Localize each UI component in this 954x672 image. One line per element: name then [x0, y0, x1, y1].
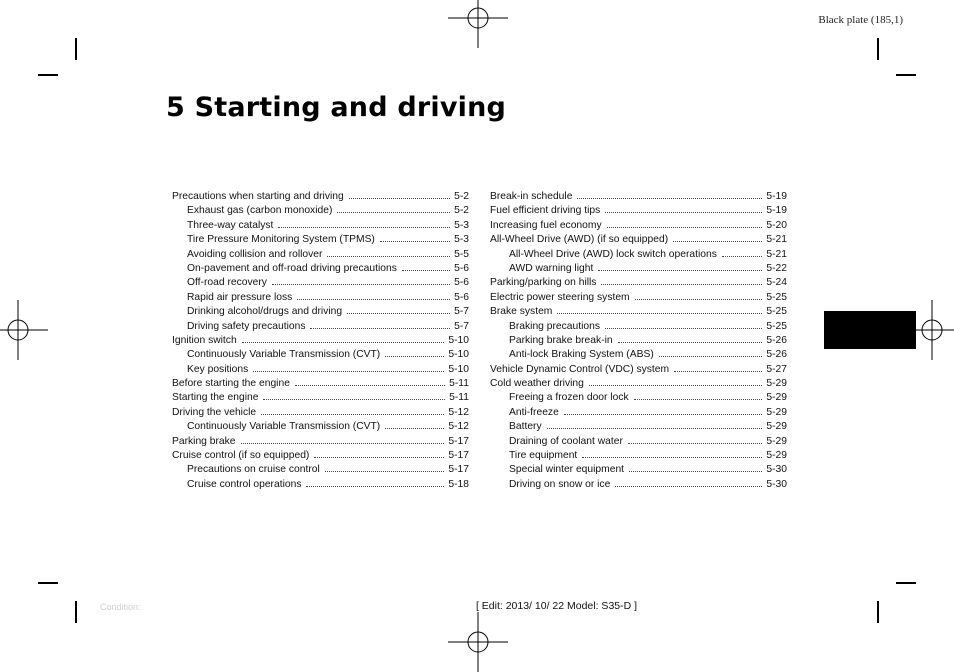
toc-entry-label: Anti-lock Braking System (ABS)	[509, 349, 654, 361]
toc-entry[interactable]	[172, 463, 469, 477]
toc-entry-label: Avoiding collision and rollover	[187, 248, 323, 260]
toc-entry-page: 5-25	[766, 320, 787, 332]
crop-mark	[75, 601, 77, 623]
dot-leader	[598, 262, 762, 271]
toc-entry-page: 5-2	[454, 191, 469, 202]
toc-entry[interactable]	[490, 363, 787, 377]
toc-entry[interactable]	[172, 320, 469, 334]
toc-entry[interactable]	[490, 334, 787, 348]
toc-entry[interactable]	[490, 276, 787, 290]
toc-entry-label: Parking brake	[172, 435, 236, 447]
dot-leader	[261, 406, 444, 415]
toc-entry-page: 5-17	[448, 450, 469, 462]
toc-entry-label: Cold weather driving	[490, 378, 584, 390]
toc-entry[interactable]	[172, 334, 469, 348]
toc-entry[interactable]	[172, 435, 469, 449]
registration-target-icon	[0, 300, 48, 360]
dot-leader	[263, 391, 445, 400]
toc-entry-label: Key positions	[187, 363, 249, 375]
dot-leader	[272, 276, 450, 285]
dot-leader	[310, 320, 450, 329]
toc-entry-page: 5-10	[448, 363, 469, 375]
toc-entry[interactable]	[490, 449, 787, 463]
toc-entry-page: 5-10	[448, 334, 469, 346]
toc-entry-page: 5-12	[448, 421, 469, 433]
toc-entry-label: Drinking alcohol/drugs and driving	[187, 306, 343, 318]
toc-entry-label: Ignition switch	[172, 334, 237, 346]
toc-entry-label: Three-way catalyst	[187, 219, 274, 231]
dot-leader	[605, 320, 762, 329]
dot-leader	[601, 276, 762, 285]
crop-mark	[896, 582, 916, 584]
dot-leader	[295, 377, 445, 386]
toc-entry-page: 5-7	[454, 320, 469, 332]
toc-entry-page: 5-11	[449, 392, 469, 404]
toc-entry[interactable]	[490, 377, 787, 391]
toc-entry-label: All-Wheel Drive (AWD) (if so equipped)	[490, 234, 669, 246]
toc-entry[interactable]	[172, 348, 469, 362]
toc-entry-page: 5-29	[766, 406, 787, 418]
toc-entry-page: 5-6	[454, 277, 469, 289]
dot-leader	[402, 262, 450, 271]
toc-entry-page: 5-21	[766, 234, 787, 246]
toc-entry-label: Driving safety precautions	[187, 320, 306, 332]
crop-mark	[877, 38, 879, 60]
toc-entry-page: 5-12	[448, 406, 469, 418]
toc-entry[interactable]	[490, 348, 787, 362]
dot-leader	[629, 463, 762, 472]
toc-entry-label: Increasing fuel economy	[490, 219, 602, 231]
toc-entry[interactable]	[172, 262, 469, 276]
edit-info: [ Edit: 2013/ 10/ 22 Model: S35-D ]	[475, 600, 638, 612]
toc-entry-page: 5-6	[454, 291, 469, 303]
toc-entry-page: 5-25	[766, 291, 787, 303]
toc-entry[interactable]	[490, 262, 787, 276]
crop-mark	[75, 38, 77, 60]
toc-entry-page: 5-18	[448, 478, 469, 490]
toc-entry-page: 5-30	[766, 464, 787, 476]
dot-leader	[605, 204, 762, 213]
dot-leader	[380, 233, 450, 242]
dot-leader	[325, 463, 445, 472]
toc-entry-page: 5-10	[448, 349, 469, 361]
toc-entry-label: Anti-freeze	[509, 406, 559, 418]
toc-entry-label: Cruise control (if so equipped)	[172, 450, 310, 462]
toc-entry[interactable]	[490, 406, 787, 420]
dot-leader	[337, 204, 450, 213]
toc-entry-page: 5-20	[766, 219, 787, 231]
toc-entry-page: 5-25	[766, 306, 787, 318]
toc-entry-label: Before starting the engine	[172, 378, 290, 390]
dot-leader	[306, 478, 444, 487]
toc-entry-label: Driving the vehicle	[172, 406, 257, 418]
dot-leader	[242, 334, 445, 343]
toc-entry[interactable]	[172, 449, 469, 463]
toc-entry[interactable]	[490, 190, 787, 204]
toc-entry-label: All-Wheel Drive (AWD) lock switch operations	[509, 248, 717, 260]
dot-leader	[564, 406, 763, 415]
toc-entry-label: Parking/parking on hills	[490, 277, 597, 289]
toc-entry-label: Off-road recovery	[187, 277, 267, 289]
toc-entry[interactable]	[490, 478, 787, 492]
toc-entry-label: Draining of coolant water	[509, 435, 623, 447]
dot-leader	[634, 391, 763, 400]
dot-leader	[547, 420, 763, 429]
dot-leader	[674, 363, 762, 372]
toc-entry-page: 5-6	[454, 262, 469, 274]
dot-leader	[385, 348, 444, 357]
toc-entry[interactable]	[490, 291, 787, 305]
toc-entry[interactable]	[490, 420, 787, 434]
toc-entry-page: 5-29	[766, 392, 787, 404]
toc-entry-label: Exhaust gas (carbon monoxide)	[187, 205, 333, 217]
toc-entry-page: 5-29	[766, 450, 787, 462]
toc-entry-label: Rapid air pressure loss	[187, 291, 293, 303]
toc-entry[interactable]	[490, 233, 787, 247]
toc-entry[interactable]	[172, 478, 469, 492]
dot-leader	[253, 363, 444, 372]
toc-entry-page: 5-29	[766, 421, 787, 433]
toc-entry-label: On-pavement and off-road driving precautions	[187, 262, 397, 274]
toc-entry[interactable]	[490, 204, 787, 218]
toc-entry-page: 5-21	[766, 248, 787, 260]
condition-label: Condition:	[100, 602, 141, 612]
toc-entry-page: 5-17	[448, 435, 469, 447]
toc-entry[interactable]	[172, 276, 469, 290]
toc-entry[interactable]	[172, 363, 469, 377]
toc-entry-page: 5-3	[454, 219, 469, 231]
toc-entry-page: 5-5	[454, 248, 469, 260]
toc-left-column	[172, 190, 469, 492]
toc-entry-page: 5-26	[766, 349, 787, 361]
toc-entry-label: Brake system	[490, 306, 553, 318]
toc-entry[interactable]	[172, 377, 469, 391]
toc-entry-page: 5-24	[766, 277, 787, 289]
toc-entry-page: 5-2	[454, 205, 469, 217]
dot-leader	[314, 449, 444, 458]
toc-entry[interactable]	[172, 248, 469, 262]
toc-entry-label: Tire Pressure Monitoring System (TPMS)	[187, 234, 375, 246]
toc-entry-label: Cruise control operations	[187, 478, 302, 490]
crop-mark	[38, 582, 58, 584]
toc-entry-label: Vehicle Dynamic Control (VDC) system	[490, 363, 670, 375]
toc-entry[interactable]	[490, 305, 787, 319]
chapter-tab	[824, 311, 916, 349]
toc-entry-label: Battery	[509, 421, 542, 433]
toc-entry[interactable]	[172, 406, 469, 420]
toc-entry[interactable]	[172, 291, 469, 305]
toc-entry-label: Continuously Variable Transmission (CVT)	[187, 421, 381, 433]
dot-leader	[241, 435, 445, 444]
dot-leader	[385, 420, 444, 429]
toc-entry-label: Fuel efficient driving tips	[490, 205, 601, 217]
toc-entry-label: Electric power steering system	[490, 291, 630, 303]
crop-mark	[38, 74, 58, 76]
toc-entry-label: Tire equipment	[509, 450, 578, 462]
toc-entry[interactable]	[172, 219, 469, 233]
toc-entry[interactable]	[490, 219, 787, 233]
toc-entry-page: 5-30	[766, 478, 787, 490]
toc-entry-page: 5-11	[449, 378, 469, 390]
toc-entry[interactable]	[490, 435, 787, 449]
toc-entry-page: 5-3	[454, 234, 469, 246]
toc-right-column	[490, 190, 787, 492]
dot-leader	[349, 190, 450, 199]
dot-leader	[659, 348, 763, 357]
toc-entry[interactable]	[172, 204, 469, 218]
dot-leader	[557, 305, 762, 314]
toc-entry[interactable]	[172, 305, 469, 319]
toc-entry-page: 5-7	[454, 306, 469, 318]
dot-leader	[347, 305, 450, 314]
chapter-title: 5 Starting and driving	[166, 92, 507, 123]
dot-leader	[615, 478, 762, 487]
toc-entry[interactable]	[172, 420, 469, 434]
dot-leader	[673, 233, 762, 242]
dot-leader	[327, 248, 450, 257]
toc-entry-page: 5-19	[766, 191, 787, 202]
dot-leader	[607, 219, 763, 228]
toc-entry-page: 5-26	[766, 334, 787, 346]
crop-mark	[877, 601, 879, 623]
toc-entry-label: Precautions when starting and driving	[172, 191, 344, 202]
dot-leader	[722, 248, 762, 257]
toc-entry[interactable]	[172, 391, 469, 405]
dot-leader	[628, 435, 762, 444]
toc-entry-label: Braking precautions	[509, 320, 601, 332]
registration-target-icon	[448, 0, 508, 48]
toc-entry-label: Special winter equipment	[509, 464, 625, 476]
toc-entry-label: AWD warning light	[509, 262, 594, 274]
toc-entry-label: Freeing a frozen door lock	[509, 392, 629, 404]
dot-leader	[635, 291, 763, 300]
toc-entry-label: Precautions on cruise control	[187, 464, 320, 476]
toc-entry-label: Driving on snow or ice	[509, 478, 611, 490]
toc-entry-page: 5-29	[766, 378, 787, 390]
dot-leader	[297, 291, 450, 300]
registration-target-icon	[448, 612, 508, 672]
toc-entry-page: 5-17	[448, 464, 469, 476]
toc-entry-label: Starting the engine	[172, 392, 259, 404]
toc-entry[interactable]	[490, 391, 787, 405]
toc-entry[interactable]	[490, 320, 787, 334]
dot-leader	[577, 190, 762, 199]
dot-leader	[618, 334, 763, 343]
toc-entry-label: Parking brake break-in	[509, 334, 613, 346]
toc-entry-page: 5-27	[766, 363, 787, 375]
toc-entry-label: Continuously Variable Transmission (CVT)	[187, 349, 381, 361]
toc-entry[interactable]	[490, 463, 787, 477]
toc-entry-label: Break-in schedule	[490, 191, 573, 202]
toc-entry-page: 5-22	[766, 262, 787, 274]
dot-leader	[582, 449, 762, 458]
plate-label: Black plate (185,1)	[818, 14, 903, 26]
toc-entry-page: 5-29	[766, 435, 787, 447]
toc-entry[interactable]	[172, 190, 469, 204]
toc-entry-page: 5-19	[766, 205, 787, 217]
dot-leader	[278, 219, 450, 228]
crop-mark	[896, 74, 916, 76]
toc-entry[interactable]	[172, 233, 469, 247]
toc-entry[interactable]	[490, 248, 787, 262]
dot-leader	[589, 377, 763, 386]
